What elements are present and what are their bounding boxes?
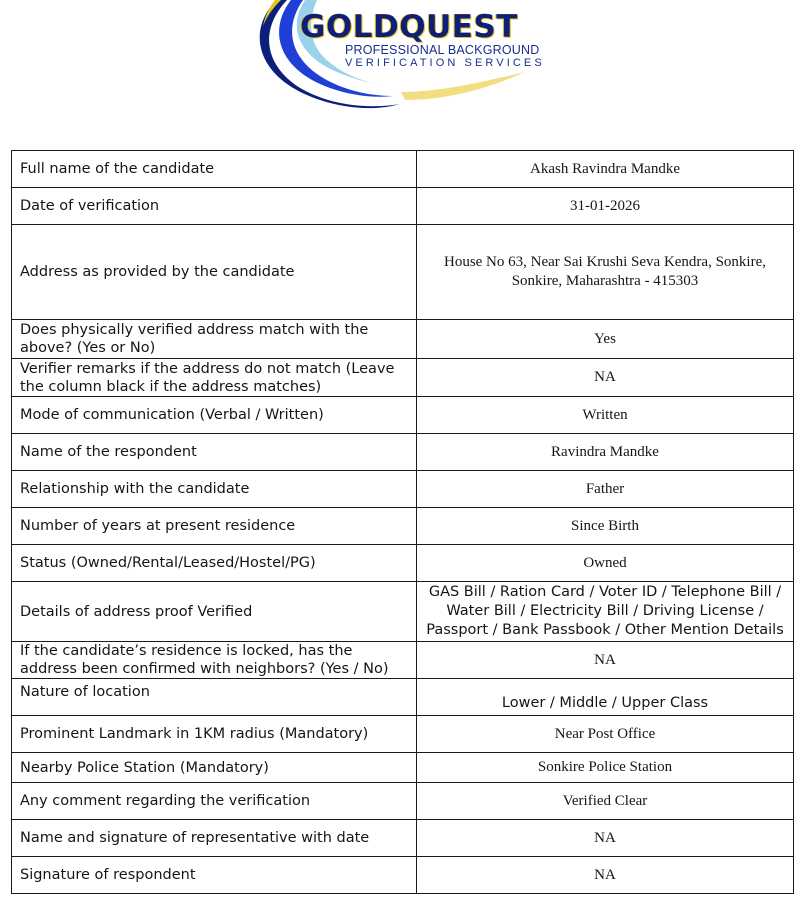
table-row [12, 151, 794, 188]
table-row [12, 320, 794, 359]
report-header [0, 0, 798, 125]
row-value: Since Birth [417, 508, 794, 545]
table-row [12, 716, 794, 753]
table-row [12, 642, 794, 679]
row-label: Date of verification [12, 188, 417, 225]
table-row [12, 582, 794, 642]
row-label: Status (Owned/Rental/Leased/Hostel/PG) [12, 545, 417, 582]
row-value: NA [417, 642, 794, 679]
table-row [12, 188, 794, 225]
table-row [12, 508, 794, 545]
row-label: Relationship with the candidate [12, 471, 417, 508]
table-row [12, 471, 794, 508]
table-row [12, 434, 794, 471]
row-label: Name of the respondent [12, 434, 417, 471]
row-value: NA [417, 857, 794, 894]
row-value: Near Post Office [417, 716, 794, 753]
table-row [12, 679, 794, 716]
row-value: Yes [417, 320, 794, 359]
table-row [12, 857, 794, 894]
row-label: Mode of communication (Verbal / Written) [12, 397, 417, 434]
row-value: Ravindra Mandke [417, 434, 794, 471]
logo-subtitle-line2: VERIFICATION SERVICES [345, 57, 545, 69]
logo-subtitle-line1: PROFESSIONAL BACKGROUND [345, 43, 540, 57]
row-value: GAS Bill / Ration Card / Voter ID / Telephone Bill / Water Bill / Electricity Bill / Driving License / Passport / Bank Passbook / Other Mention Details [417, 582, 794, 642]
row-label: Name and signature of representative with date [12, 820, 417, 857]
row-label: Signature of respondent [12, 857, 417, 894]
table-row [12, 225, 794, 320]
row-label: Verifier remarks if the address do not match (Leave the column black if the address matches) [12, 359, 417, 397]
row-value: 31-01-2026 [417, 188, 794, 225]
verification-report-table [11, 150, 794, 894]
row-value: NA [417, 820, 794, 857]
goldquest-logo [300, 10, 590, 70]
row-value: NA [417, 359, 794, 397]
row-label: Nature of location [12, 679, 417, 716]
row-value: Written [417, 397, 794, 434]
table-row [12, 359, 794, 397]
table-row [12, 783, 794, 820]
row-label: Full name of the candidate [12, 151, 417, 188]
row-label: Number of years at present residence [12, 508, 417, 545]
table-row [12, 820, 794, 857]
row-value: House No 63, Near Sai Krushi Seva Kendra, Sonkire, Sonkire, Maharashtra - 415303 [417, 225, 794, 320]
row-label: Does physically verified address match with the above? (Yes or No) [12, 320, 417, 359]
table-row [12, 545, 794, 582]
row-value: Akash Ravindra Mandke [417, 151, 794, 188]
row-label: Prominent Landmark in 1KM radius (Mandatory) [12, 716, 417, 753]
row-value: Verified Clear [417, 783, 794, 820]
row-label: Any comment regarding the verification [12, 783, 417, 820]
logo-title: GOLDQUEST [300, 9, 518, 45]
row-label: If the candidate’s residence is locked, has the address been confirmed with neighbors? (Yes / No) [12, 642, 417, 679]
row-label: Nearby Police Station (Mandatory) [12, 753, 417, 783]
row-value: Lower / Middle / Upper Class [417, 679, 794, 716]
row-value: Owned [417, 545, 794, 582]
table-row [12, 397, 794, 434]
row-value: Sonkire Police Station [417, 753, 794, 783]
row-label: Details of address proof Verified [12, 582, 417, 642]
row-value: Father [417, 471, 794, 508]
table-row [12, 753, 794, 783]
row-label: Address as provided by the candidate [12, 225, 417, 320]
